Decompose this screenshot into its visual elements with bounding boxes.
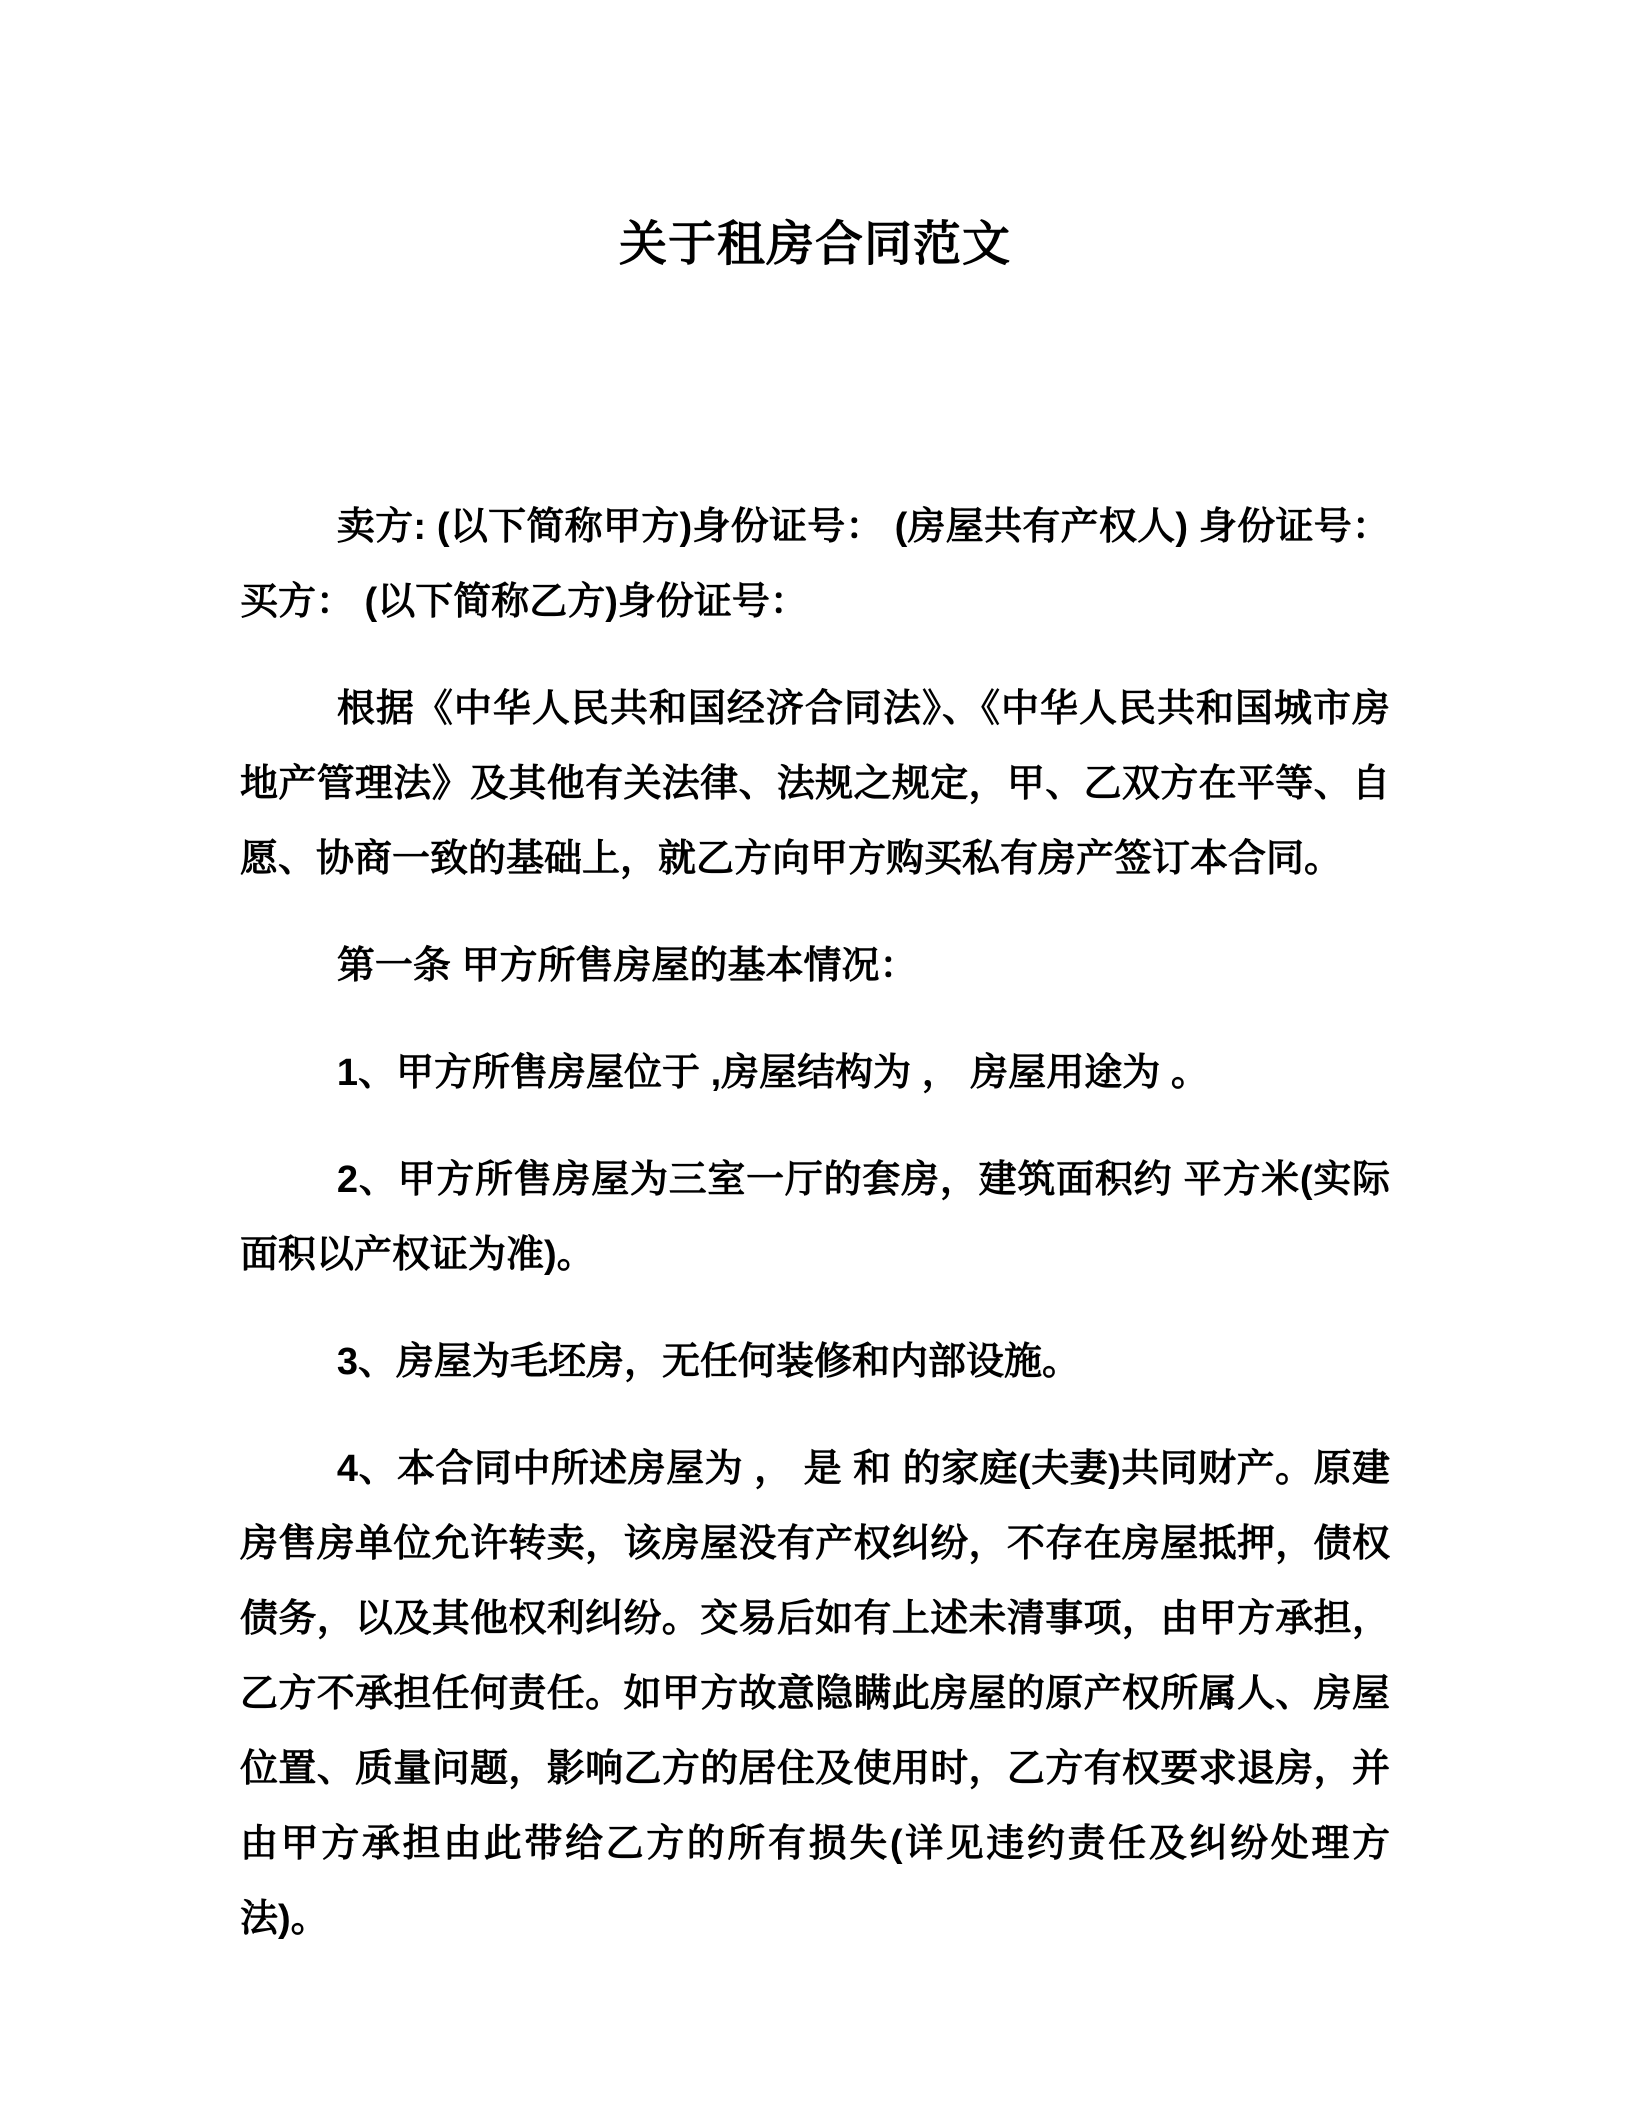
- paragraph-item-4: 4、本合同中所述房屋为 ， 是 和 的家庭(夫妻)共同财产。原建房售房单位允许转卖，该房屋没有产权纠纷，不存在房屋抵押，债权债务，以及其他权利纠纷。交易后如有上述未清事项，由甲方承担，乙方不承担任何责任。如甲方故意隐瞒此房屋的原产权所属人、房屋位置、质量问题，影响乙方的居住及使用时，乙方有权要求退房，并由甲方承担由此带给乙方的所有损失(详见违约责任及纠纷处理方法)。: [240, 1448, 1390, 1940]
- paragraph-preamble: 根据《中华人民共和国经济合同法》、《中华人民共和国城市房地产管理法》及其他有关法律、法规之规定，甲、乙双方在平等、自愿、协商一致的基础上，就乙方向甲方购买私有房产签订本合同。: [240, 688, 1390, 880]
- paragraph-parties: 卖方: (以下简称甲方)身份证号： (房屋共有产权人) 身份证号： 买方： (以下简称乙方)身份证号：: [240, 506, 1390, 623]
- paragraph-item-2: 2、甲方所售房屋为三室一厅的套房，建筑面积约 平方米(实际面积以产权证为准)。: [240, 1159, 1390, 1276]
- document-title: 关于租房合同范文: [618, 218, 1011, 271]
- paragraph-item-3: 3、房屋为毛坯房，无任何装修和内部设施。: [336, 1341, 1081, 1383]
- paragraph-article-1-heading: 第一条 甲方所售房屋的基本情况：: [336, 945, 918, 987]
- paragraph-item-1: 1、甲方所售房屋位于 ,房屋结构为 ， 房屋用途为 。: [336, 1052, 1209, 1094]
